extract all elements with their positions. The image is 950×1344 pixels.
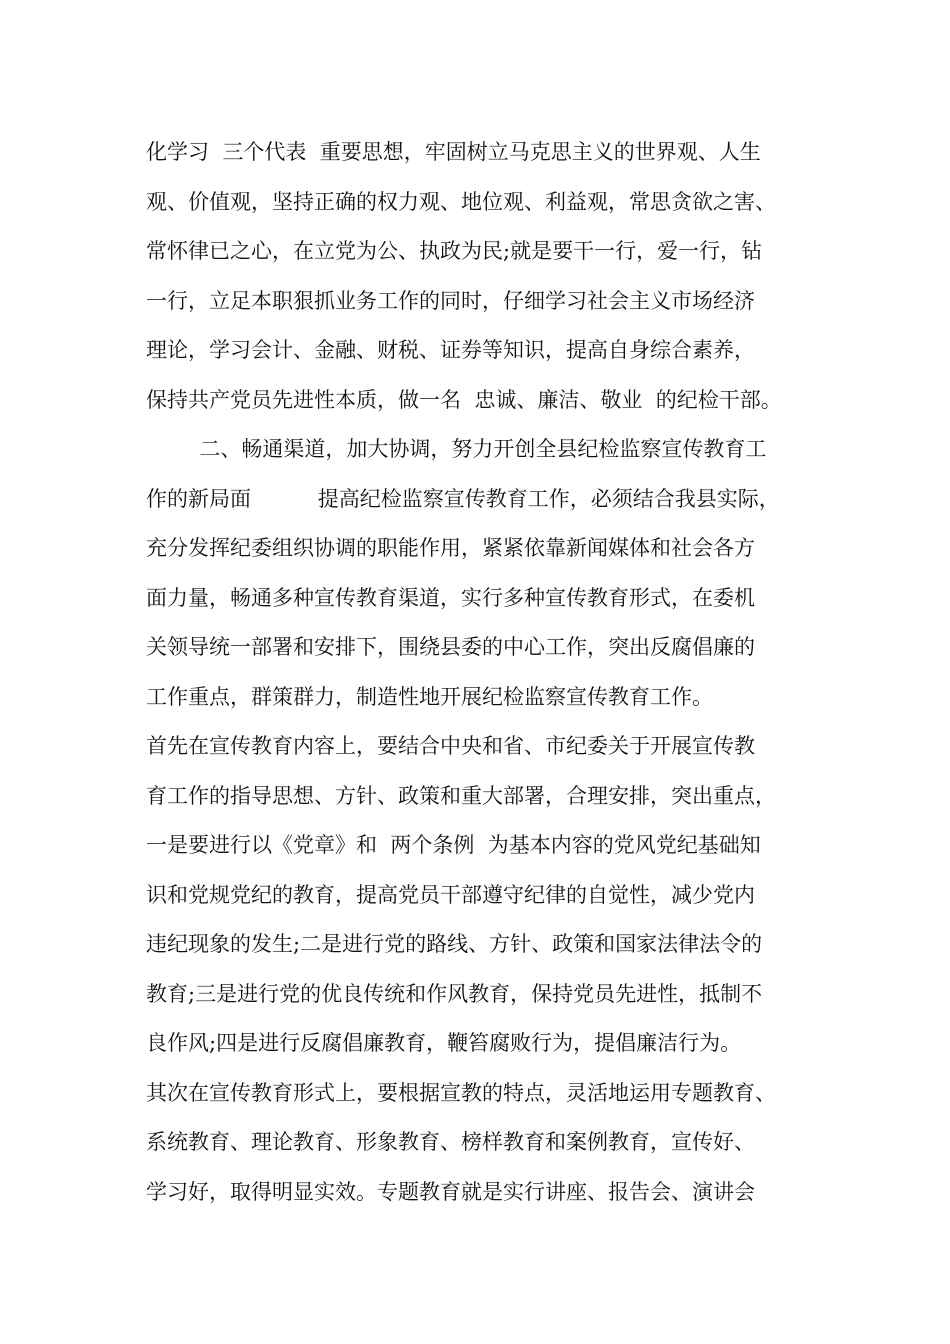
text-line: 关领导统一部署和安排下，围绕县委的中心工作，突出反腐倡廉的 <box>146 635 755 659</box>
text-line: 工作重点，群策群力，制造性地开展纪检监察宣传教育工作。 <box>146 684 713 709</box>
section-heading-line: 二、畅通渠道，加大协调，努力开创全县纪检监察宣传教育工 <box>146 437 767 461</box>
text-line: 首先在宣传教育内容上，要结合中央和省、市纪委关于开展宣传教 <box>146 734 755 758</box>
text-line: 系统教育、理论教育、形象教育、榜样教育和案例教育，宣传好、 <box>146 1130 755 1154</box>
text-line: 良作风;四是进行反腐倡廉教育，鞭笞腐败行为，提倡廉洁行为。 <box>146 1031 742 1055</box>
text-line: 一是要进行以《党章》和 两个条例 为基本内容的党风党纪基础知 <box>146 833 761 857</box>
text-line: 理论，学习会计、金融、财税、证券等知识，提高自身综合素养， <box>146 338 755 362</box>
text-line: 常怀律已之心，在立党为公、执政为民;就是要干一行，爱一行，钻 <box>146 239 763 263</box>
text-line: 化学习 三个代表 重要思想，牢固树立马克思主义的世界观、人生 <box>146 140 761 164</box>
text-line: 教育;三是进行党的优良传统和作风教育，保持党员先进性，抵制不 <box>146 981 763 1006</box>
text-line: 其次在宣传教育形式上，要根据宣教的特点，灵活地运用专题教育、 <box>146 1080 776 1105</box>
text-line: 违纪现象的发生;二是进行党的路线、方针、政策和国家法律法令的 <box>146 932 763 956</box>
text-line: 一行，立足本职狠抓业务工作的同时，仔细学习社会主义市场经济 <box>146 288 755 313</box>
text-line: 面力量，畅通多种宣传教育渠道，实行多种宣传教育形式，在委机 <box>146 585 755 610</box>
text-line: 观、价值观，坚持正确的权力观、地位观、利益观，常思贪欲之害、 <box>146 189 776 214</box>
text-line: 保持共产党员先进性本质，做一名 忠诚、廉洁、敬业 的纪检干部。 <box>146 387 782 412</box>
text-line: 育工作的指导思想、方针、政策和重大部署，合理安排，突出重点， <box>146 783 776 808</box>
text-line: 作的新局面 提高纪检监察宣传教育工作，必须结合我县实际， <box>146 486 780 511</box>
text-line: 识和党规党纪的教育，提高党员干部遵守纪律的自觉性，减少党内 <box>146 882 755 907</box>
text-line: 学习好，取得明显实效。专题教育就是实行讲座、报告会、演讲会 <box>146 1179 755 1204</box>
text-line: 充分发挥纪委组织协调的职能作用，紧紧依靠新闻媒体和社会各方 <box>146 536 755 560</box>
body-text <box>146 128 846 1217</box>
